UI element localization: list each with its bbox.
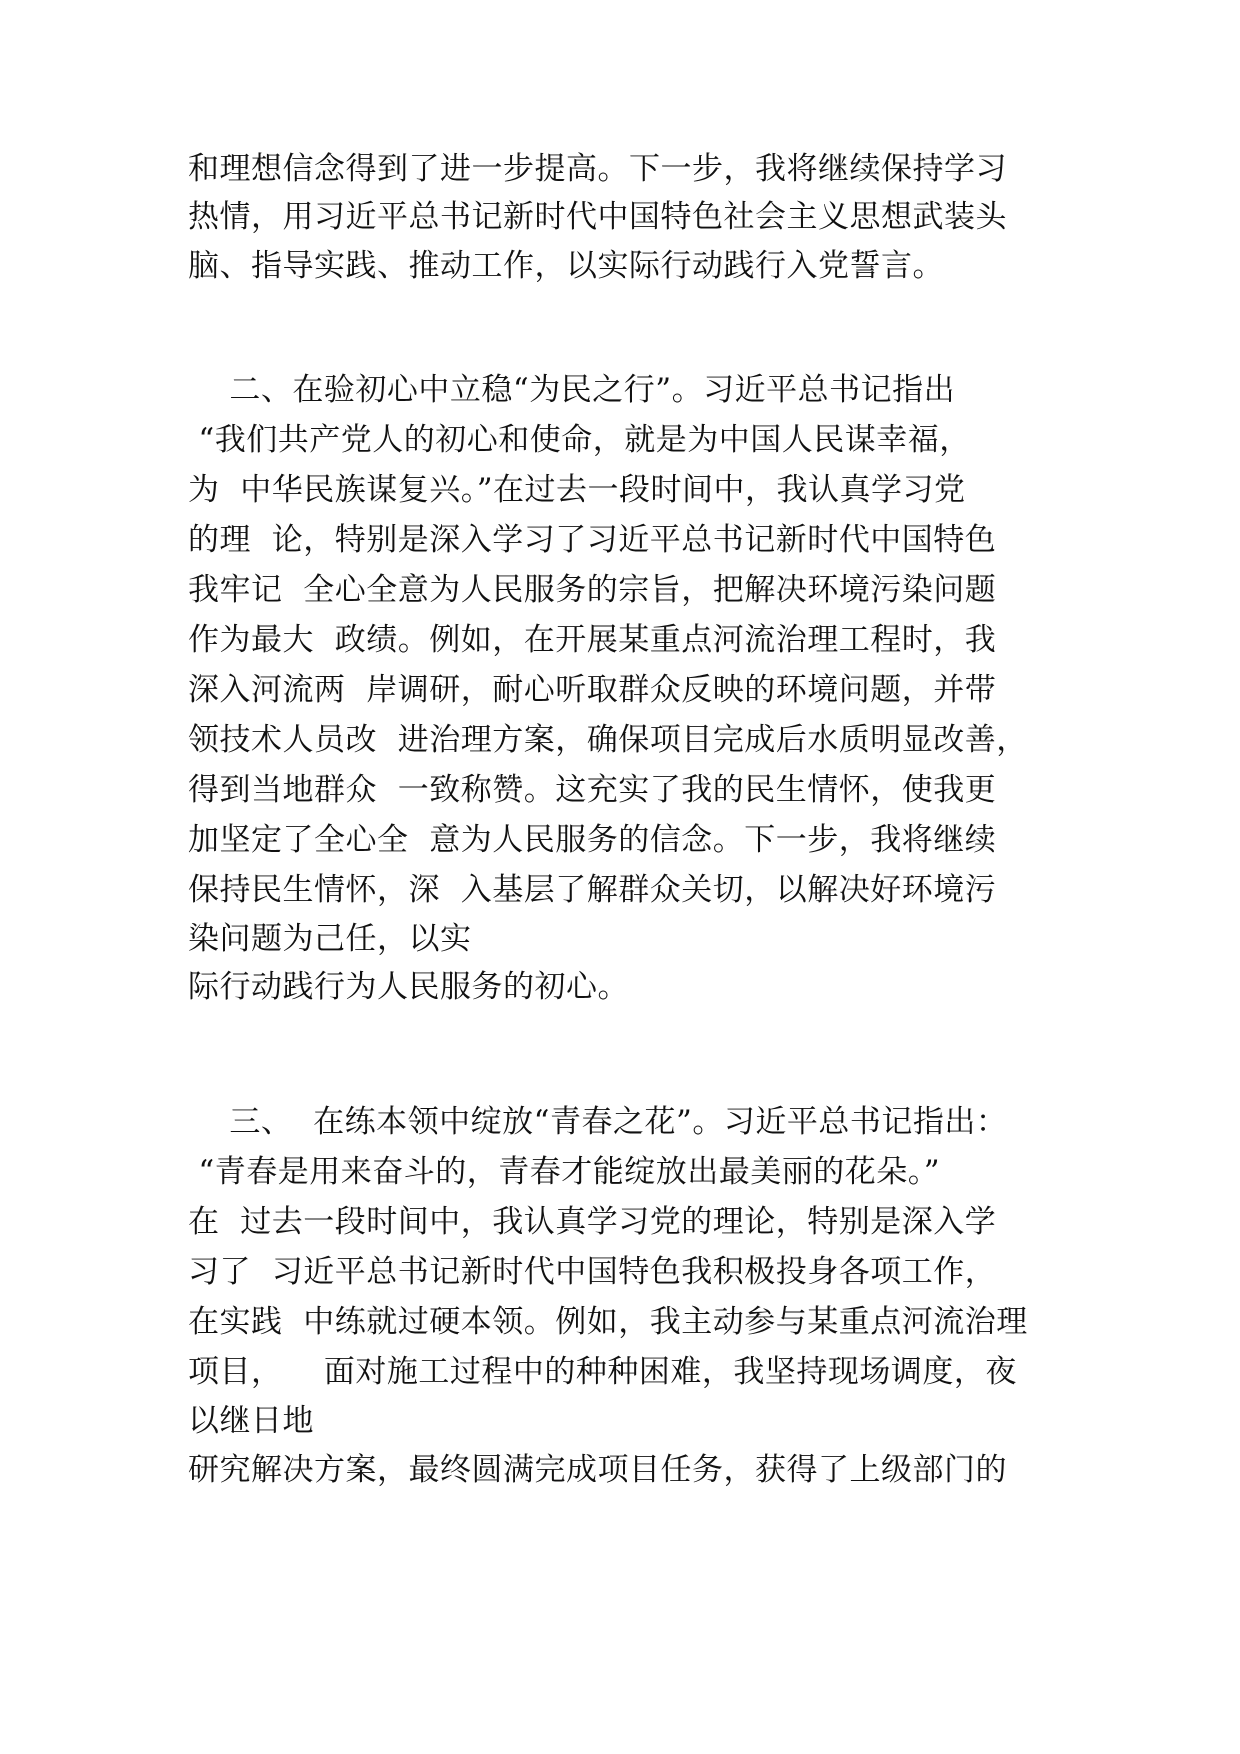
paragraph-line: 加坚定了全心全 意为人民服务的信念。下一步，我将继续 xyxy=(188,822,997,858)
paragraph-line: “青春是用来奋斗的，青春才能绽放出最美丽的花朵。” xyxy=(188,1154,941,1190)
paragraph-line: 热情，用习近平总书记新时代中国特色社会主义思想武装头 xyxy=(188,199,1007,235)
paragraph-line: 染问题为己任，以实 xyxy=(188,921,472,957)
paragraph-line: “我们共产党人的初心和使命，就是为中国人民谋幸福， xyxy=(188,422,971,458)
paragraph-line: 以继日地 xyxy=(188,1403,314,1439)
paragraph-line: 习了 习近平总书记新时代中国特色我积极投身各项工作， xyxy=(188,1254,997,1290)
paragraph-line: 的理 论，特别是深入学习了习近平总书记新时代中国特色 xyxy=(188,522,997,558)
paragraph-line: 脑、指导实践、推动工作，以实际行动践行入党誓言。 xyxy=(188,248,944,284)
paragraph-line: 际行动践行为人民服务的初心。 xyxy=(188,969,629,1005)
paragraph-line: 在 过去一段时间中，我认真学习党的理论，特别是深入学 xyxy=(188,1204,997,1240)
paragraph-line: 我牢记 全心全意为人民服务的宗旨，把解决环境污染问题 xyxy=(188,572,997,608)
paragraph-line: 保持民生情怀，深 入基层了解群众关切，以解决好环境污 xyxy=(188,872,997,908)
section-heading-line: 三、 在练本领中绽放“青春之花”。习近平总书记指出： xyxy=(188,1104,1008,1140)
paragraph-line: 为 中华民族谋复兴。”在过去一段时间中，我认真学习党 xyxy=(188,472,966,508)
section-heading-line: 二、在验初心中立稳“为民之行”。习近平总书记指出 xyxy=(188,372,956,408)
paragraph-line: 深入河流两 岸调研，耐心听取群众反映的环境问题，并带 xyxy=(188,672,997,708)
paragraph-line: 项目， 面对施工过程中的种种困难，我坚持现场调度，夜 xyxy=(188,1354,1017,1390)
paragraph-line: 领技术人员改 进治理方案，确保项目完成后水质明显改善， xyxy=(188,722,1028,758)
paragraph-line: 作为最大 政绩。例如，在开展某重点河流治理工程时，我 xyxy=(188,622,997,658)
paragraph-line: 在实践 中练就过硬本领。例如，我主动参与某重点河流治理 xyxy=(188,1304,1028,1340)
paragraph-line: 得到当地群众 一致称赞。这充实了我的民生情怀，使我更 xyxy=(188,772,997,808)
paragraph-line: 研究解决方案，最终圆满完成项目任务，获得了上级部门的 xyxy=(188,1452,1007,1488)
paragraph-line: 和理想信念得到了进一步提高。下一步，我将继续保持学习 xyxy=(188,151,1007,187)
